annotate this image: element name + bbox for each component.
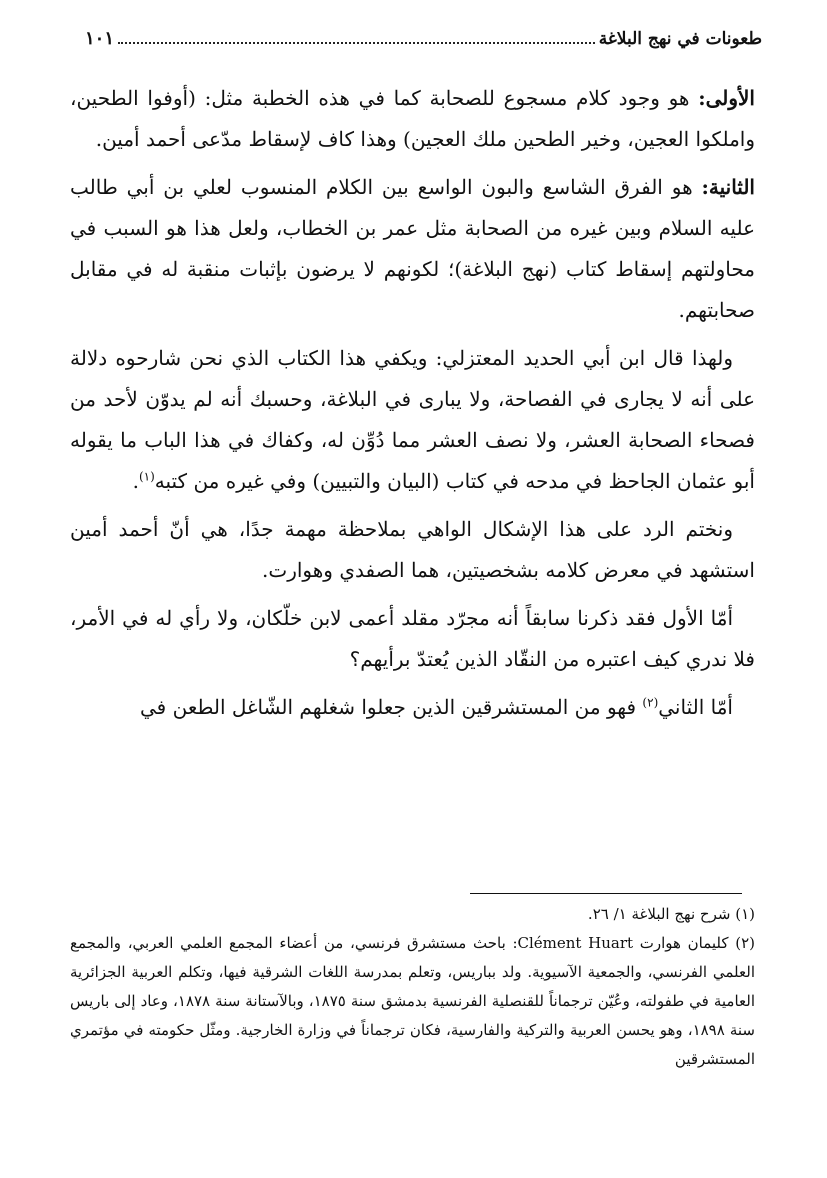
paragraph-text: ولهذا قال ابن أبي الحديد المعتزلي: ويكفي هذا الكتاب الذي نحن شارحوه دلالة على أنه لا يجارى في الفصاحة، ولا يبارى في البلاغة، وحسبك أنه لم يدوّن لأحد من فصحاء الصحابة العشر، ولا نصف العشر مما دُوِّن له، وكفاك في هذا الباب ما يقوله أبو عثمان الجاحظ في مدحه في كتاب (البيان والتبيين) وفي غيره من كتبه xyxy=(70,346,755,493)
footnote-2 xyxy=(70,929,755,1074)
footnote-1 xyxy=(70,900,755,929)
paragraph-text: ونختم الرد على هذا الإشكال الواهي بملاحظة مهمة جدًا، هي أنّ أحمد أمين استشهد في معرض كلامه بشخصيتين، هما الصفدي وهوارت. xyxy=(70,517,755,582)
paragraph-lead: الثانية: xyxy=(701,175,755,199)
paragraph-second xyxy=(70,167,755,331)
footnote-ref: (٢) xyxy=(642,695,659,710)
paragraph-tail: . xyxy=(132,469,139,493)
paragraph-text: أمّا الثاني xyxy=(658,695,733,719)
footnote-text: شرح نهج البلاغة ١/ ٢٦. xyxy=(587,905,731,923)
paragraph-text: أمّا الأول فقد ذكرنا سابقاً أنه مجرّد مقلد أعمى لابن خلّكان، ولا رأي له في الأمر، فلا ندري كيف اعتبره من النقّاد الذين يُعتدّ برأيهم؟ xyxy=(70,606,755,671)
paragraph-second-person xyxy=(70,687,755,728)
page-number: ١٠١ xyxy=(85,28,115,49)
header-title: طعونات في نهج البلاغة xyxy=(598,29,762,49)
footnote-number: (١) xyxy=(735,905,755,923)
paragraph-first-person xyxy=(70,598,755,680)
header-leader-dots xyxy=(118,41,595,44)
paragraph-conclusion xyxy=(70,509,755,591)
running-header xyxy=(85,28,762,49)
footnote-text: كليمان هوارت Clément Huart: باحث مستشرق فرنسي، من أعضاء المجمع العلمي العربي، والمجمع العلمي الفرنسي، والجمعية الآسيوية. ولد بباريس، وتعلم بمدرسة اللغات الشرقية فيها، وتكلم العربية الجزائرية العامية في طفولته، وعُيّن ترجماناً للقنصلية الفرنسية بدمشق سنة ١٨٧٥، وبالآستانة سنة ١٨٧٨، وعاد إلى باريس سنة ١٨٩٨، وهو يحسن العربية والتركية والفارسية، فكان ترجماناً في وزارة الخارجية. ومثّل حكومته في مؤتمري المستشرقين xyxy=(70,934,755,1068)
paragraph-lead: الأولى: xyxy=(698,86,755,110)
paragraph-tail: فهو من المستشرقين الذين جعلوا شغلهم الشّاغل الطعن في xyxy=(140,695,643,719)
paragraph-text: هو الفرق الشاسع والبون الواسع بين الكلام المنسوب لعلي بن أبي طالب عليه السلام وبين غيره من الصحابة مثل عمر بن الخطاب، ولعل هذا هو السبب في محاولتهم إسقاط كتاب (نهج البلاغة)؛ لكونهم لا يرضون بإثبات منقبة له في مقابل صحابتهم. xyxy=(70,175,755,322)
paragraph-ibn-abi-al-hadid xyxy=(70,338,755,502)
paragraph-first xyxy=(70,78,755,160)
paragraph-text: هو وجود كلام مسجوع للصحابة كما في هذه الخطبة مثل: (أوفوا الطحين، واملكوا العجين، وخير الطحين ملك العجين) وهذا كاف لإسقاط مدّعى أحمد أمين. xyxy=(70,86,755,151)
footnote-number: (٢) xyxy=(735,934,755,952)
footnote-ref: (١) xyxy=(138,469,155,484)
footnotes xyxy=(70,900,755,1074)
footnote-separator xyxy=(470,893,742,894)
main-text xyxy=(70,78,755,735)
